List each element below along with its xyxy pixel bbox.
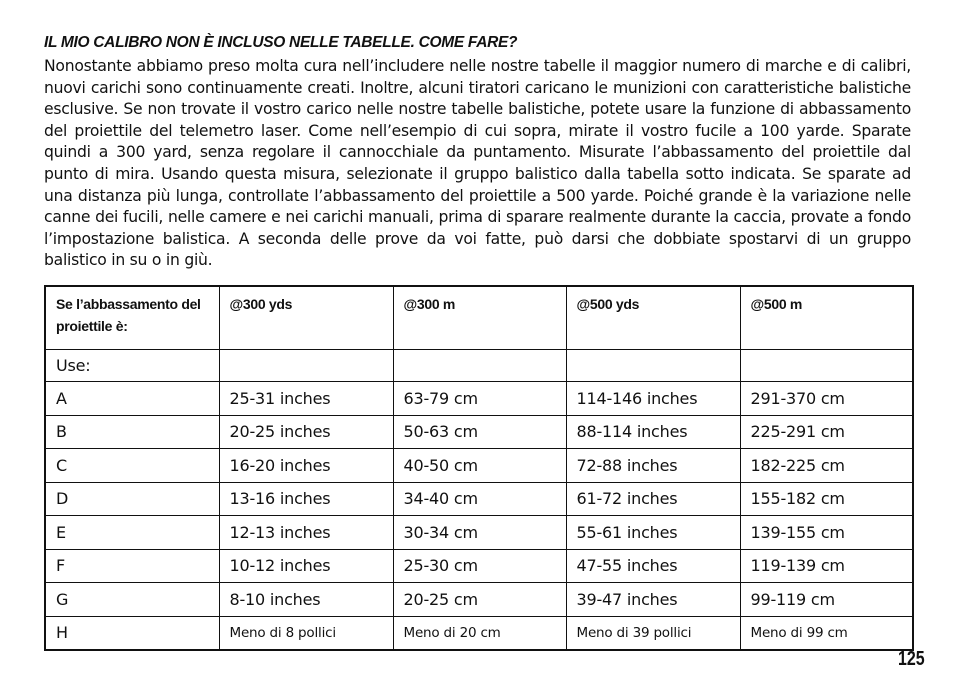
drop-range-cell: 61-72 inches	[566, 482, 740, 516]
group-letter-cell: H	[45, 616, 219, 650]
table-row	[45, 415, 913, 449]
drop-range-cell: 20-25 inches	[219, 415, 393, 449]
drop-range-cell: 16-20 inches	[219, 449, 393, 483]
drop-range-cell: Meno di 8 pollici	[219, 616, 393, 650]
drop-range-cell: 39-47 inches	[566, 583, 740, 617]
group-letter-cell: G	[45, 583, 219, 617]
drop-range-cell: Meno di 20 cm	[393, 616, 566, 650]
header-cell-300yds: @300 yds	[219, 286, 393, 350]
body-paragraph: Nonostante abbiamo preso molta cura nell’includere nelle nostre tabelle il maggior numero di marche e di calibri, nuovi carichi sono continuamente creati. Inoltre, alcuni tiratori caricano le munizioni con caratteristiche balistiche esclusive. Se non trovate il vostro carico nelle nostre tabelle balistiche, potete usare la funzione di abbassamento del proiettile del telemetro laser. Come nell’esempio di cui sopra, mirate il vostro fucile a 100 yarde. Sparate quindi a 300 yard, senza regolare il cannocchiale da puntamento. Misurate l’abbassamento del proiettile dal punto di mira. Usando questa misura, selezionate il gruppo balistico dalla tabella sotto indicata. Se sparate ad una distanza più lunga, controllate l’abbassamento del proiettile a 500 yarde. Poiché grande è la variazione nelle canne dei fucili, nelle camere e nei carichi manuali, prima di sparare realmente durante la caccia, provate a fondo l’impostazione balistica. A seconda delle prove da voi fatte, può darsi che dobbiate spostarvi di un gruppo balistico in su o in giù.	[44, 57, 911, 270]
drop-range-cell: 182-225 cm	[740, 449, 913, 483]
drop-range-cell: 8-10 inches	[219, 583, 393, 617]
table-row	[45, 516, 913, 550]
group-letter-cell: E	[45, 516, 219, 550]
drop-range-cell: 12-13 inches	[219, 516, 393, 550]
group-letter-cell: B	[45, 415, 219, 449]
group-letter-cell: C	[45, 449, 219, 483]
drop-range-cell: 34-40 cm	[393, 482, 566, 516]
drop-range-cell: 40-50 cm	[393, 449, 566, 483]
table-row	[45, 382, 913, 416]
drop-range-cell: 155-182 cm	[740, 482, 913, 516]
header-cell-500m: @500 m	[740, 286, 913, 350]
drop-range-cell: 55-61 inches	[566, 516, 740, 550]
use-row	[45, 350, 913, 382]
drop-range-cell: 139-155 cm	[740, 516, 913, 550]
header-cell-drop: Se l’abbassamento del proiettile è:	[45, 286, 219, 350]
drop-range-cell: 291-370 cm	[740, 382, 913, 416]
drop-range-cell: 72-88 inches	[566, 449, 740, 483]
group-letter-cell: D	[45, 482, 219, 516]
drop-range-cell: 30-34 cm	[393, 516, 566, 550]
table-row	[45, 616, 913, 650]
section-heading: IL MIO CALIBRO NON È INCLUSO NELLE TABELLE. COME FARE?	[44, 34, 518, 51]
ballistic-group-table	[44, 285, 914, 651]
drop-range-cell: Meno di 99 cm	[740, 616, 913, 650]
drop-range-cell: 10-12 inches	[219, 549, 393, 583]
drop-range-cell: 47-55 inches	[566, 549, 740, 583]
table-row	[45, 583, 913, 617]
table-header-row	[45, 286, 913, 350]
header-cell-500yds: @500 yds	[566, 286, 740, 350]
use-label: Use:	[45, 350, 219, 382]
drop-range-cell: Meno di 39 pollici	[566, 616, 740, 650]
empty-cell	[219, 350, 393, 382]
drop-range-cell: 20-25 cm	[393, 583, 566, 617]
drop-range-cell: 99-119 cm	[740, 583, 913, 617]
table-row	[45, 549, 913, 583]
page-number: 125	[898, 648, 925, 670]
group-letter-cell: F	[45, 549, 219, 583]
table-body	[45, 286, 913, 650]
drop-range-cell: 114-146 inches	[566, 382, 740, 416]
drop-range-cell: 119-139 cm	[740, 549, 913, 583]
header-cell-300m: @300 m	[393, 286, 566, 350]
empty-cell	[740, 350, 913, 382]
table-row	[45, 482, 913, 516]
empty-cell	[393, 350, 566, 382]
drop-range-cell: 13-16 inches	[219, 482, 393, 516]
drop-range-cell: 225-291 cm	[740, 415, 913, 449]
group-letter-cell: A	[45, 382, 219, 416]
drop-range-cell: 63-79 cm	[393, 382, 566, 416]
drop-range-cell: 25-30 cm	[393, 549, 566, 583]
empty-cell	[566, 350, 740, 382]
drop-range-cell: 25-31 inches	[219, 382, 393, 416]
drop-range-cell: 88-114 inches	[566, 415, 740, 449]
drop-range-cell: 50-63 cm	[393, 415, 566, 449]
table-row	[45, 449, 913, 483]
